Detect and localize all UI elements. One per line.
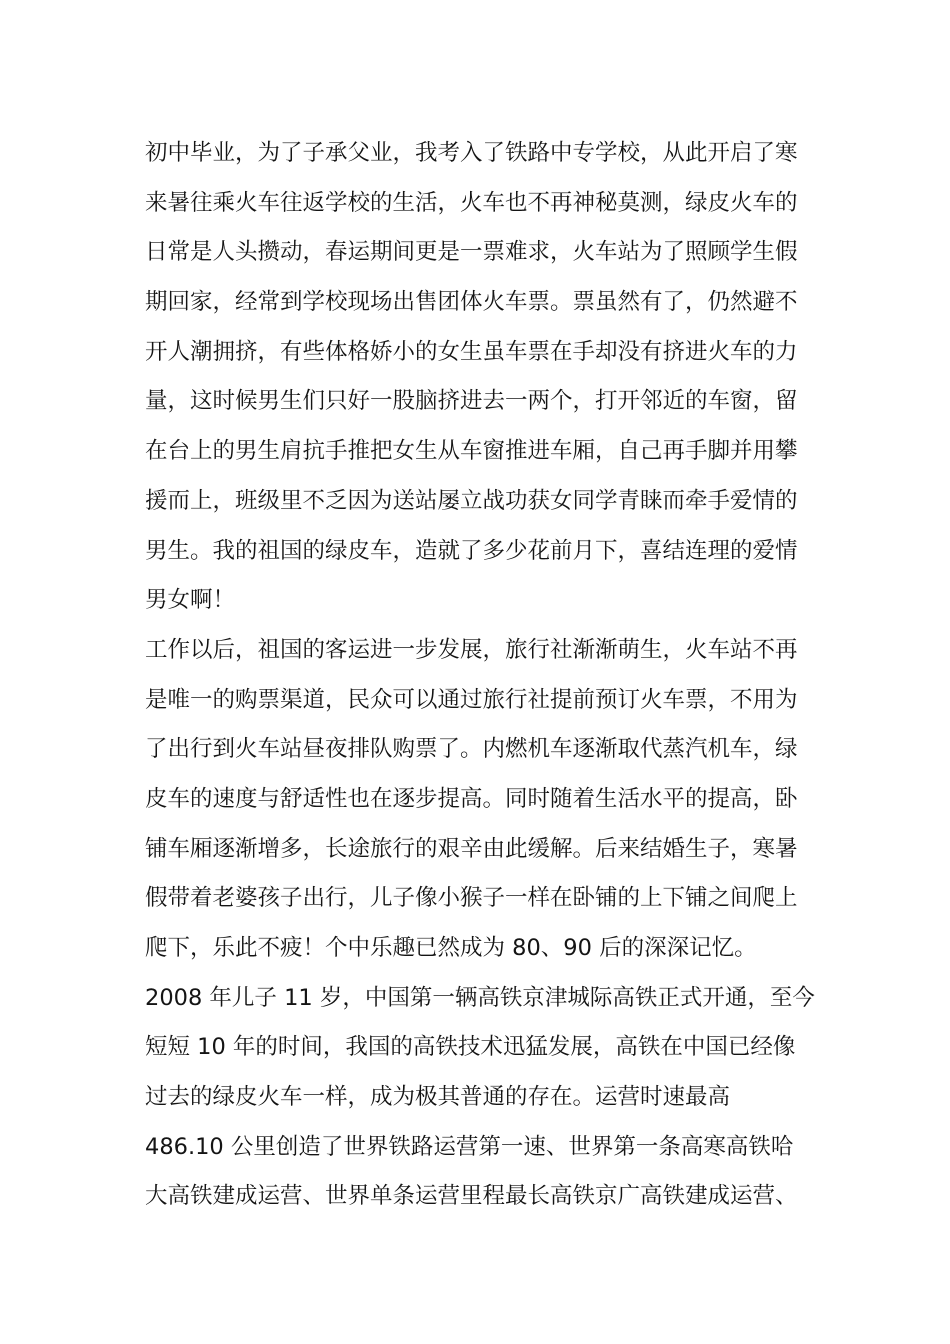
text-line: 男生。我的祖国的绿皮车，造就了多少花前月下，喜结连理的爱情 <box>145 537 798 564</box>
text-line: 了出行到火车站昼夜排队购票了。内燃机车逐渐取代蒸汽机车，绿 <box>145 736 798 763</box>
text-line: 量，这时候男生们只好一股脑挤进去一两个，打开邻近的车窗，留 <box>145 388 798 415</box>
text-line: 在台上的男生肩抗手推把女生从车窗推进车厢，自己再手脚并用攀 <box>145 438 798 465</box>
text-line: 爬下，乐此不疲！个中乐趣已然成为 80、90 后的深深记忆。 <box>145 935 757 961</box>
text-line: 假带着老婆孩子出行，儿子像小猴子一样在卧铺的上下铺之间爬上 <box>145 885 798 912</box>
text-line: 来暑往乘火车往返学校的生活，火车也不再神秘莫测，绿皮火车的 <box>145 189 798 216</box>
text-line: 初中毕业，为了子承父业，我考入了铁路中专学校，从此开启了寒 <box>145 140 798 166</box>
text-line: 是唯一的购票渠道，民众可以通过旅行社提前预订火车票，不用为 <box>145 686 798 713</box>
text-line: 铺车厢逐渐增多，长途旅行的艰辛由此缓解。后来结婚生子，寒暑 <box>145 835 798 862</box>
text-line: 工作以后，祖国的客运进一步发展，旅行社渐渐萌生，火车站不再 <box>145 636 798 663</box>
text-line: 过去的绿皮火车一样，成为极其普通的存在。运营时速最高 <box>145 1084 731 1111</box>
text-line: 486.10 公里创造了世界铁路运营第一速、世界第一条高寒高铁哈 <box>145 1133 794 1160</box>
text-line: 短短 10 年的时间，我国的高铁技术迅猛发展，高铁在中国已经像 <box>145 1034 796 1061</box>
text-line: 期回家，经常到学校现场出售团体火车票。票虽然有了，仍然避不 <box>145 289 798 316</box>
text-line: 2008 年儿子 11 岁，中国第一辆高铁京津城际高铁正式开通，至今 <box>145 984 815 1011</box>
text-line: 日常是人头攒动，春运期间更是一票难求，火车站为了照顾学生假 <box>145 239 798 266</box>
text-line: 开人潮拥挤，有些体格娇小的女生虽车票在手却没有挤进火车的力 <box>145 338 798 365</box>
text-line: 大高铁建成运营、世界单条运营里程最长高铁京广高铁建成运营、 <box>145 1183 798 1210</box>
text-line: 男女啊！ <box>145 587 236 614</box>
body-text <box>145 129 815 1222</box>
text-line: 皮车的速度与舒适性也在逐步提高。同时随着生活水平的提高，卧 <box>145 785 798 812</box>
text-line: 援而上，班级里不乏因为送站屡立战功获女同学青睐而牵手爱情的 <box>145 487 798 514</box>
